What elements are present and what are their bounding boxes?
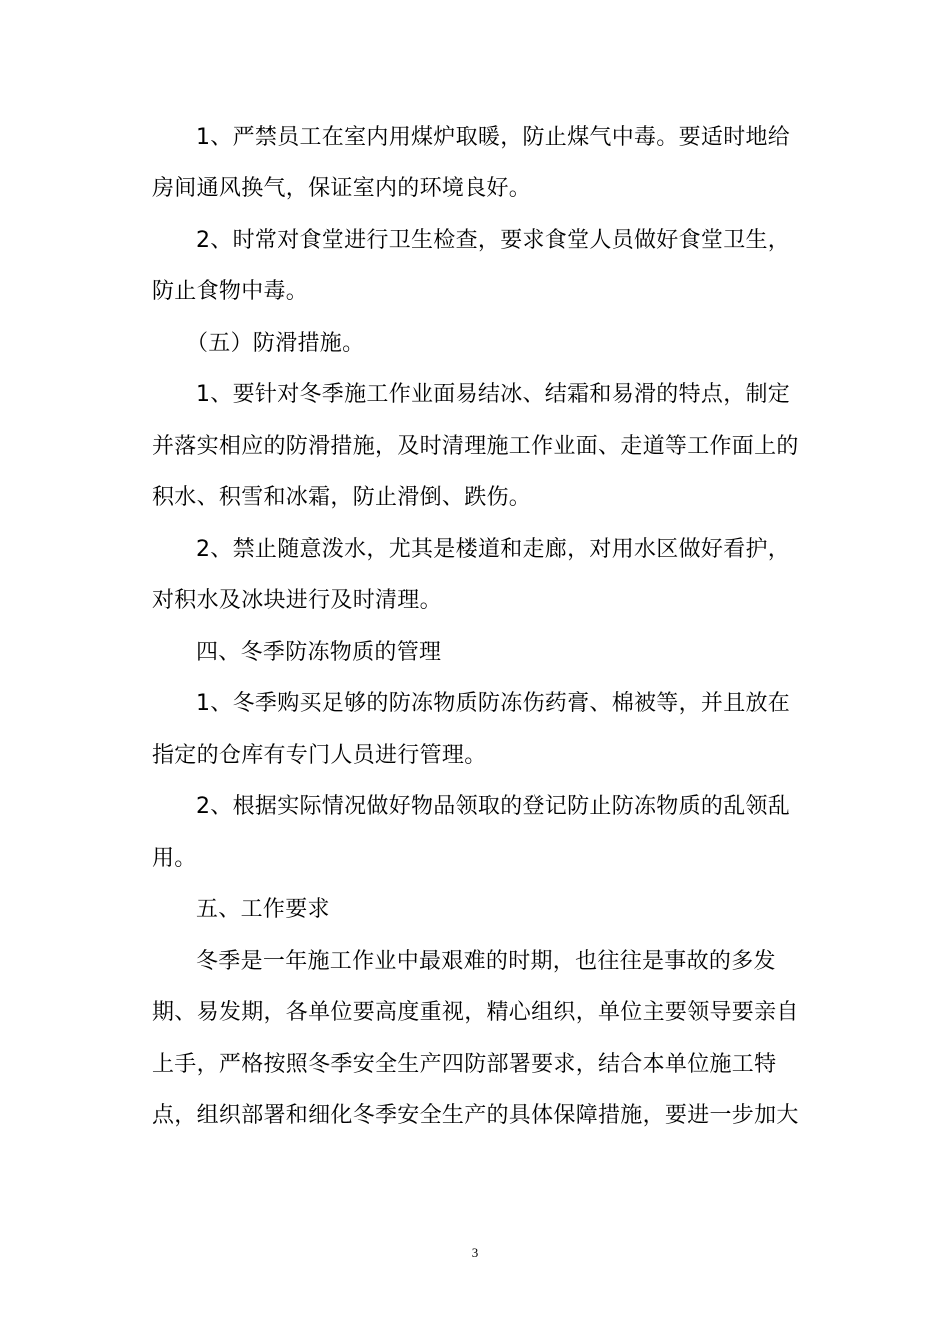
paragraph-line: 并落实相应的防滑措施，及时清理施工作业面、走道等工作面上的 [152,434,799,459]
page-number: 3 [471,1245,479,1260]
section-heading: 五、工作要求 [196,897,330,922]
paragraph-line: 点，组织部署和细化冬季安全生产的具体保障措施，要进一步加大 [152,1103,799,1128]
paragraph-line: 1、严禁员工在室内用煤炉取暖，防止煤气中毒。要适时地给 [196,125,791,150]
paragraph-line: 用。 [152,846,197,871]
paragraph-line: 冬季是一年施工作业中最艰难的时期，也往往是事故的多发 [196,949,776,974]
section-heading: 四、冬季防冻物质的管理 [196,640,442,665]
paragraph-line: 2、时常对食堂进行卫生检查，要求食堂人员做好食堂卫生， [196,228,791,253]
paragraph-line: 上手，严格按照冬季安全生产四防部署要求，结合本单位施工特 [152,1052,777,1077]
paragraph-line: 1、要针对冬季施工作业面易结冰、结霜和易滑的特点，制定 [196,382,791,407]
paragraph-line: 指定的仓库有专门人员进行管理。 [152,743,487,768]
paragraph-line: 对积水及冰块进行及时清理。 [152,588,442,613]
paragraph-line: 防止食物中毒。 [152,279,309,304]
section-heading: （五）防滑措施。 [186,331,365,356]
paragraph-line: 期、易发期，各单位要高度重视，精心组织，单位主要领导要亲自 [152,1000,799,1025]
paragraph-line: 房间通风换气，保证室内的环境良好。 [152,176,532,201]
paragraph-line: 2、根据实际情况做好物品领取的登记防止防冻物质的乱领乱 [196,794,791,819]
paragraph-line: 1、冬季购买足够的防冻物质防冻伤药膏、棉被等，并且放在 [196,691,791,716]
paragraph-line: 2、禁止随意泼水，尤其是楼道和走廊，对用水区做好看护， [196,537,791,562]
paragraph-line: 积水、积雪和冰霜，防止滑倒、跌伤。 [152,485,532,510]
